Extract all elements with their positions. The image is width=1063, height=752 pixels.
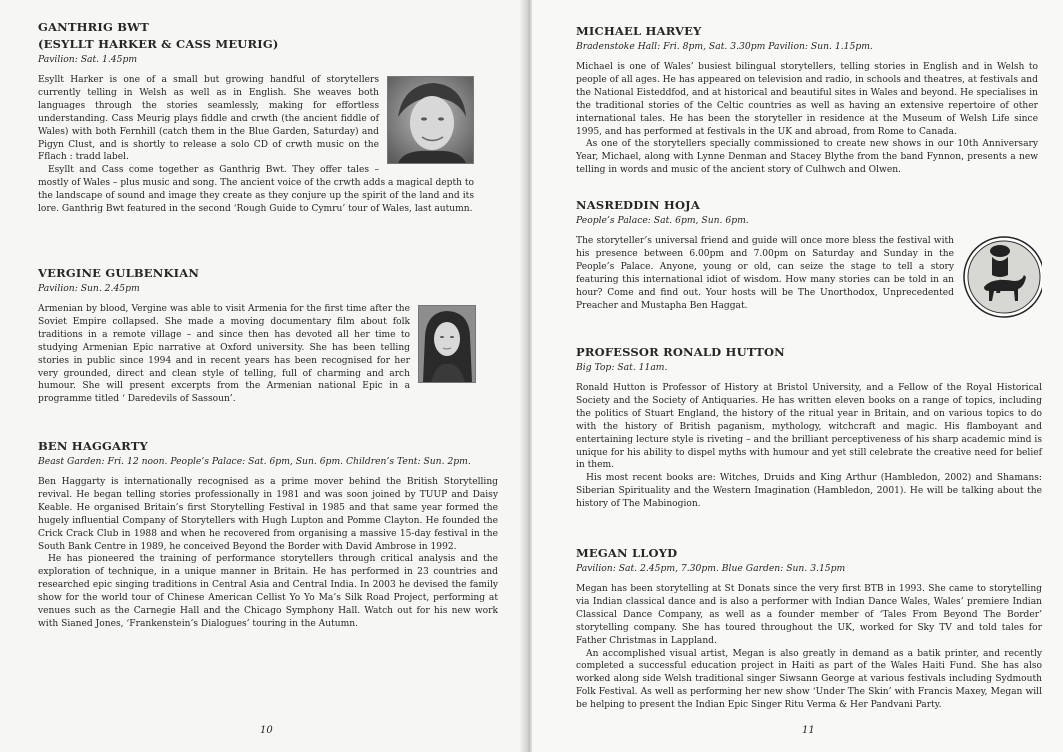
entry-schedule: Pavilion: Sat. 2.45pm, 7.30pm. Blue Garden: Sun. 3.15pm [576,563,846,574]
entry-paragraph: Ben Haggarty is internationally recognised as a prime mover behind the British Storytelling revival. He began telling stories professionally in 1981 and was soon joined by TUUP and Daisy Keable. He organised Britain’s first Storytelling Festival in 1985 and that same year formed the hugely influential Company of Storytellers with Hugh Lupton and Pomme Clayton. He founded the Crick Crack Club in 1988 and when he recovered from organising a massive 15-day festival in the South Bank Centre in 1989, he conceived Beyond the Border with David Ambrose in 1992. [38,477,498,552]
entry-paragraph: Esyllt Harker is one of a small but growing handful of storytellers currently telling in Welsh as well as in English. She weaves both languages through the stories seamlessly, making for effortless understanding. Cass Meurig plays fiddle and crwth (the ancient fiddle of Wales) with both Fernhill (catch them in the Blue Garden, Saturday) and Pigyn Clust, and is shortly to release a solo CD of crwth music on the Fflach : tradd label. [38,75,379,163]
entry-michael-harvey [576,24,1038,177]
entry-schedule: Pavilion: Sat. 1.45pm [38,54,138,65]
entry-paragraph: Ronald Hutton is Professor of History at Bristol University, and a Fellow of the Royal Historical Society and the Society of Antiquaries. He has written eleven books on a range of topics, including the politics of Stuart England, the history of the ritual year in Britain, and on various topics to do with the history of British paganism, mythology, witchcraft and magic. His flamboyant and entertaining lecture style is riveting – and the brilliant perceptiveness of his sharp academic mind is unique for his ability to dispel myths with humour and yet still celebrate the creative need for belief in them. [576,383,1042,471]
entry-schedule: Bradenstoke Hall: Fri. 8pm, Sat. 3.30pm Pavilion: Sun. 1.15pm. [576,41,873,52]
entry-ben-haggarty [38,439,498,631]
entry-paragraph: Megan has been storytelling at St Donats since the very first BTB in 1993. She came to storytelling via Indian classical dance and is also a performer with Indian Dance Wales, Wales’ premiere Indian Classical Dance Company, as well as a founder member of ‘Tales From Beyond The Border’ storytelling company. She has toured throughout the UK, worked for Sky TV and told tales for Father Christmas in Lappland. [576,584,1042,646]
entry-paragraph: Esyllt and Cass come together as Ganthrig Bwt. They offer tales – mostly of Wales – plus music and song. The ancient voice of the crwth adds a magical depth to the landscape of sound and image they create as they conjure up the spirit of the land and its lore. Ganthrig Bwt featured in the second ‘Rough Guide to Cymru’ tour of Wales, last autumn. [38,165,474,215]
entry-title: VERGINE GULBENKIAN [38,266,200,280]
entry-subtitle: (ESYLLT HARKER & CASS MEURIG) [38,37,279,51]
entry-title: PROFESSOR RONALD HUTTON [576,345,785,359]
entry-title: MICHAEL HARVEY [576,24,702,38]
nasreddin-emblem-image [962,235,1042,319]
page-number: 10 [260,725,273,736]
entry-schedule: People’s Palace: Sat. 6pm, Sun. 6pm. [576,215,749,226]
left-page [0,0,526,752]
entry-schedule: Big Top: Sat. 11am. [576,362,668,373]
entry-paragraph: Michael is one of Wales’ busiest bilingual storytellers, telling stories in English and in Welsh to people of all ages. He has appeared on television and radio, in schools and theatres, at festivals and the National Eisteddfod, and at historical and beautiful sites in Wales and beyond. He specialises in the traditional stories of the Celtic countries as well as having an extensive repertoire of other international tales. He has been the storyteller in residence at the Museum of Welsh Life since 1995, and has performed at festivals in the UK and abroad, from Rome to Canada. [576,62,1038,137]
entry-vergine-gulbenkian [38,266,476,406]
entry-paragraph: An accomplished visual artist, Megan is also greatly in demand as a batik printer, and recently completed a successful education project in Haiti as part of the Wales Haiti Fund. She has also worked along side Welsh traditional singer Siwsann George at various festivals including Sydmouth Folk Festival. As well as performing her new show ‘Under The Skin’ with Francis Maxey, Megan will be helping to present the Indian Epic Singer Ritu Verma & Her Pandvani Party. [576,648,1042,711]
entry-title: MEGAN LLOYD [576,546,678,560]
right-page [532,0,1063,752]
entry-title: GANTHRIG BWT [38,20,150,34]
entry-schedule: Pavilion: Sun. 2.45pm [38,283,140,294]
entry-paragraph: His most recent books are: Witches, Druids and King Arthur (Hambledon, 2002) and Shamans: Siberian Spirituality and the Western Imagination (Hambledon, 2001). He will be talking about the history of The Mabinogion. [576,473,1042,510]
entry-megan-lloyd [576,546,1042,712]
entry-title: NASREDDIN HOJA [576,198,700,212]
page-number: 11 [802,725,815,736]
entry-paragraph: He has pioneered the training of performance storytellers through critical analysis and the exploration of technique, in a unique manner in Britain. He has performed in 23 countries and researched epic singing traditions in Central Asia and Central India. In 2003 he devised the family show for the world tour of Chinese American Cellist Yo Yo Ma’s Silk Road Project, performing at venues such as the Carnegie Hall and the Chicago Symphony Hall. Watch out for his new work with Sianed Jones, ‘Frankenstein’s Dialogues’ touring in the Autumn. [38,554,498,629]
entry-paragraph: The storyteller’s universal friend and guide will once more bless the festival with his presence between 6.00pm and 7.00pm on Saturday and Sunday in the People’s Palace. Anyone, young or old, can seize the stage to tell a story featuring this international idiot of wisdom. How many stories can be told in an hour? Come and find out. Your hosts will be The Unorthodox, Unprecedented Preacher and Mustapha Ben Haggat. [576,236,954,311]
entry-paragraph: Armenian by blood, Vergine was able to visit Armenia for the first time after the Soviet Empire collapsed. She made a moving documentary film about folk traditions in a remote village – and since then has devoted all her time to studying Armenian Epic narrative at Oxford university. She has been telling stories in public since 1994 and in recent years has been recognised for her very grounded, direct and clean style of telling, full of charming and arch humour. She will present excerpts from the Armenian national Epic in a programme titled ‘ Daredevils of Sassoun’. [38,304,410,405]
entry-paragraph: As one of the storytellers specially commissioned to create new shows in our 10th Anniversary Year, Michael, along with Lynne Denman and Stacey Blythe from the band Fynnon, presents a new telling in words and music of the ancient story of Culhwch and Olwen. [576,139,1038,176]
portrait-photo-vergine-gulbenkian [418,305,476,383]
entry-ronald-hutton [576,345,1042,511]
entry-nasreddin-hoja [576,198,1042,323]
entry-schedule: Beast Garden: Fri. 12 noon. People’s Palace: Sat. 6pm, Sun. 6pm. Children’s Tent: Sun. 2pm. [38,456,471,467]
entry-title: BEN HAGGARTY [38,439,148,453]
portrait-photo-esyllt-harker [387,76,474,164]
entry-ganthrig-bwt [38,20,474,216]
